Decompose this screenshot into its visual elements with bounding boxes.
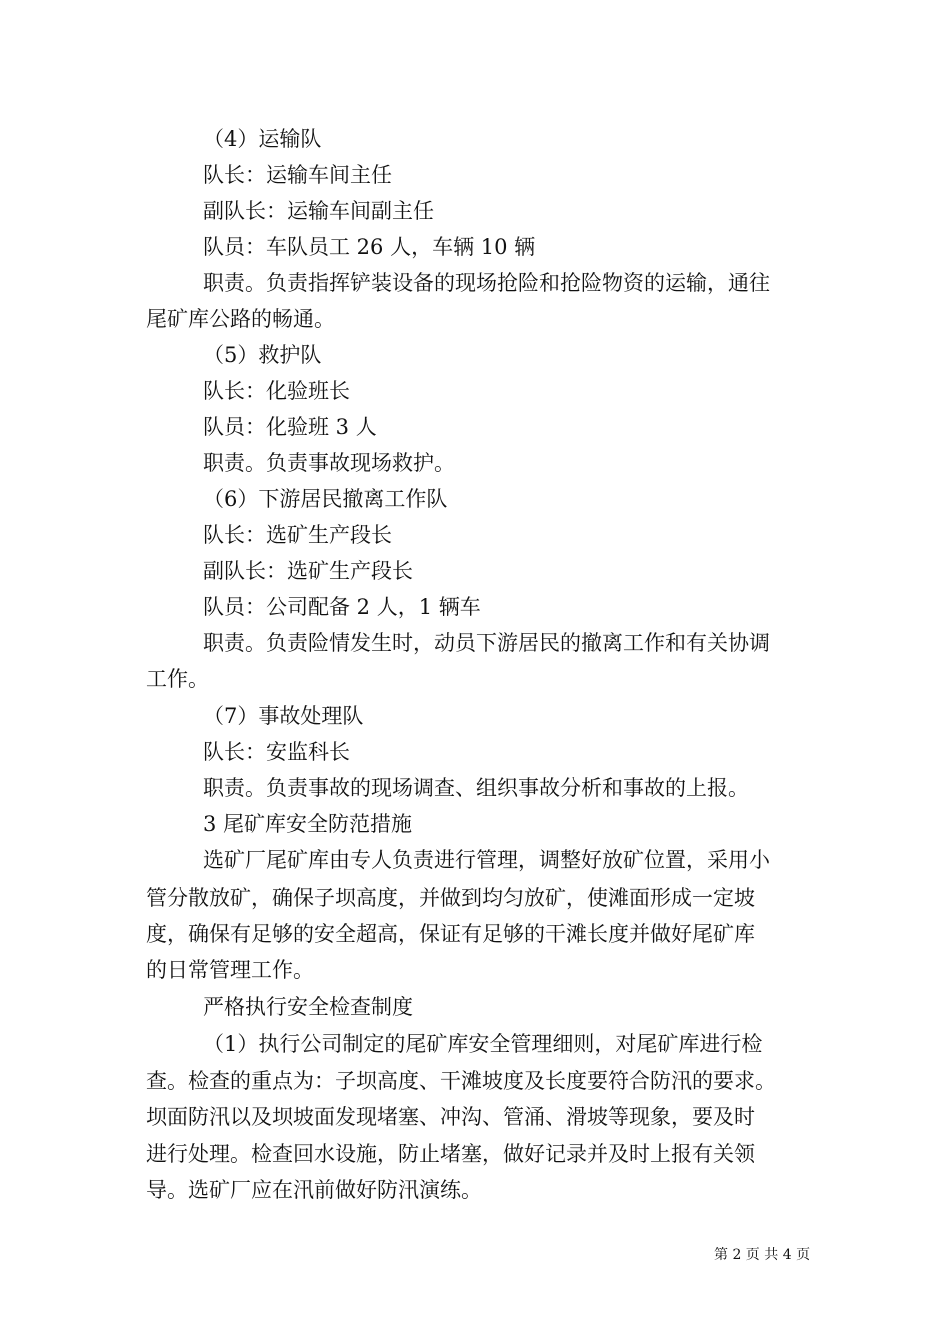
text-line: 尾矿库公路的畅通。 xyxy=(146,307,335,331)
text-line: 导。选矿厂应在汛前做好防汛演练。 xyxy=(146,1178,482,1202)
text-line: 队长：化验班长 xyxy=(203,379,350,403)
text-line: 的日常管理工作。 xyxy=(146,958,314,982)
text-line: 队员：公司配备 2 人，1 辆车 xyxy=(203,595,481,619)
text-line: 查。检查的重点为：子坝高度、干滩坡度及长度要符合防汛的要求。 xyxy=(146,1069,776,1093)
page-number: 第 2 页 共 4 页 xyxy=(714,1247,811,1263)
section-heading-evacuation-team: （6）下游居民撤离工作队 xyxy=(203,487,448,511)
text-line: 队长：选矿生产段长 xyxy=(203,523,392,547)
text-line: 队长：安监科长 xyxy=(203,740,350,764)
text-line: 队长：运输车间主任 xyxy=(203,163,392,187)
section-heading-safety-measures: 3 尾矿库安全防范措施 xyxy=(203,812,413,836)
text-line: （1）执行公司制定的尾矿库安全管理细则，对尾矿库进行检 xyxy=(203,1032,763,1056)
section-heading-accident-team: （7）事故处理队 xyxy=(203,704,364,728)
text-line: 管分散放矿，确保子坝高度，并做到均匀放矿，使滩面形成一定坡 xyxy=(146,886,755,910)
section-heading-inspection: 严格执行安全检查制度 xyxy=(203,995,413,1019)
text-line: 进行处理。检查回水设施，防止堵塞，做好记录并及时上报有关领 xyxy=(146,1142,755,1166)
text-line: 副队长：运输车间副主任 xyxy=(203,199,434,223)
section-heading-transport-team: （4）运输队 xyxy=(203,127,322,151)
section-heading-rescue-team: （5）救护队 xyxy=(203,343,322,367)
text-line: 坝面防汛以及坝坡面发现堵塞、冲沟、管涌、滑坡等现象，要及时 xyxy=(146,1105,755,1129)
text-line: 队员：化验班 3 人 xyxy=(203,415,377,439)
text-line: 副队长：选矿生产段长 xyxy=(203,559,413,583)
text-line: 度，确保有足够的安全超高，保证有足够的干滩长度并做好尾矿库 xyxy=(146,922,755,946)
text-line: 职责。负责事故现场救护。 xyxy=(203,451,455,475)
text-line: 工作。 xyxy=(146,667,209,691)
text-line: 职责。负责指挥铲装设备的现场抢险和抢险物资的运输，通往 xyxy=(203,271,770,295)
text-line: 队员：车队员工 26 人，车辆 10 辆 xyxy=(203,235,536,259)
text-line: 职责。负责险情发生时，动员下游居民的撤离工作和有关协调 xyxy=(203,631,770,655)
text-line: 选矿厂尾矿库由专人负责进行管理，调整好放矿位置，采用小 xyxy=(203,848,770,872)
text-line: 职责。负责事故的现场调查、组织事故分析和事故的上报。 xyxy=(203,776,749,800)
